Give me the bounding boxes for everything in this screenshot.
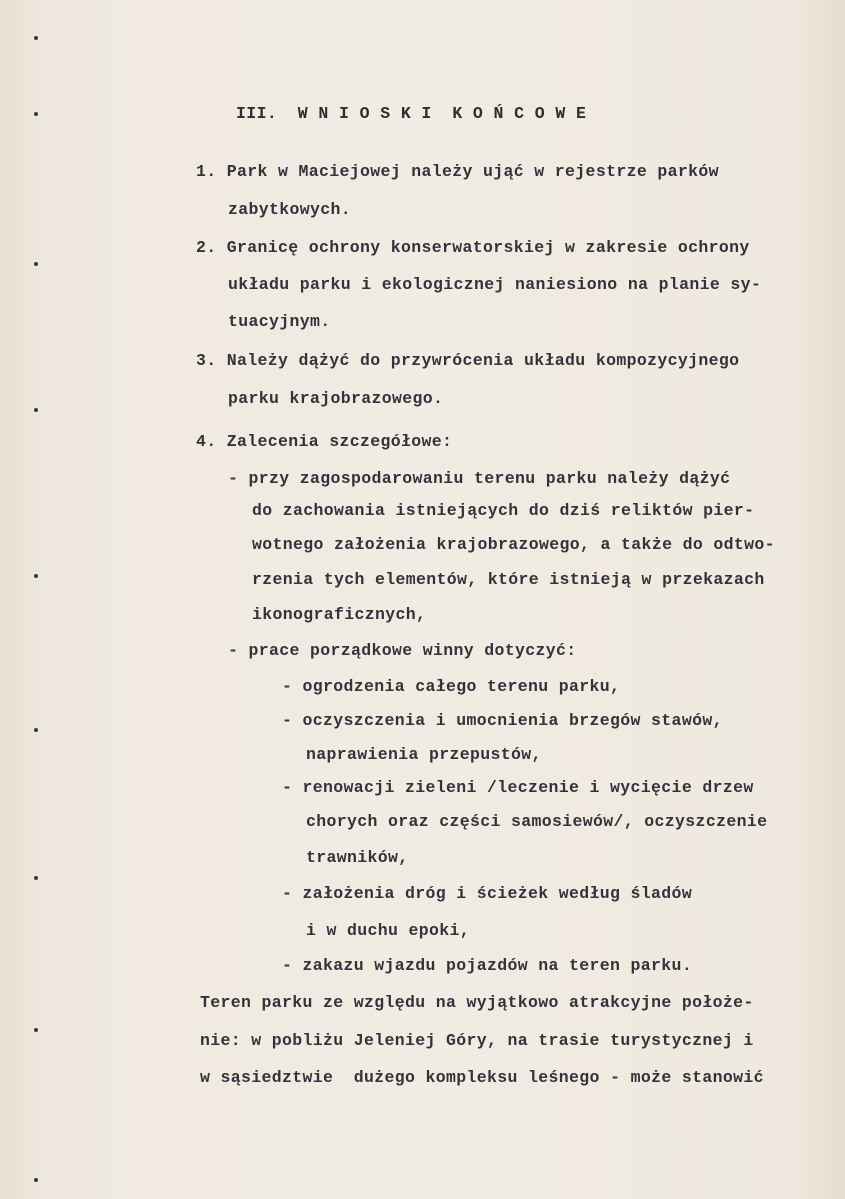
punch-hole — [34, 112, 38, 116]
bullet-line: - oczyszczenia i umocnienia brzegów stawów, — [282, 711, 723, 730]
text-line: Teren parku ze względu na wyjątkowo atrakcyjne położe- — [200, 993, 754, 1012]
punch-hole — [34, 36, 38, 40]
punch-hole — [34, 728, 38, 732]
text-line: 1. Park w Maciejowej należy ująć w rejestrze parków — [196, 162, 719, 181]
punch-hole — [34, 1178, 38, 1182]
text-line: 3. Należy dążyć do przywrócenia układu kompozycyjnego — [196, 351, 740, 370]
text-line: do zachowania istniejących do dziś reliktów pier- — [252, 501, 755, 520]
text-line: ikonograficznych, — [252, 605, 427, 624]
text-line: wotnego założenia krajobrazowego, a także do odtwo- — [252, 535, 775, 554]
text-line: tuacyjnym. — [228, 312, 331, 331]
bullet-line: - założenia dróg i ścieżek według śladów — [282, 884, 693, 903]
text-line: chorych oraz części samosiewów/, oczyszczenie — [306, 812, 768, 831]
punch-hole — [34, 262, 38, 266]
bullet-line: - ogrodzenia całego terenu parku, — [282, 677, 621, 696]
text-line: parku krajobrazowego. — [228, 389, 444, 408]
text-line: układu parku i ekologicznej naniesiono na planie sy- — [228, 275, 762, 294]
text-line: 2. Granicę ochrony konserwatorskiej w zakresie ochrony — [196, 238, 750, 257]
punch-hole — [34, 408, 38, 412]
bullet-line: - zakazu wjazdu pojazdów na teren parku. — [282, 956, 693, 975]
text-line: 4. Zalecenia szczegółowe: — [196, 432, 453, 451]
punch-hole — [34, 1028, 38, 1032]
text-line: nie: w pobliżu Jeleniej Góry, na trasie turystycznej i — [200, 1031, 754, 1050]
punch-hole — [34, 574, 38, 578]
text-line: i w duchu epoki, — [306, 921, 471, 940]
text-line: zabytkowych. — [228, 200, 352, 219]
bullet-line: - renowacji zieleni /leczenie i wycięcie drzew — [282, 778, 754, 797]
text-line: rzenia tych elementów, które istnieją w przekazach — [252, 570, 765, 589]
text-line: trawników, — [306, 848, 409, 867]
text-line: naprawienia przepustów, — [306, 745, 542, 764]
section-title: III. W N I O S K I K O Ń C O W E — [236, 104, 587, 123]
text-line: w sąsiedztwie dużego kompleksu leśnego - może stanowić — [200, 1068, 764, 1087]
bullet-line: - przy zagospodarowaniu terenu parku należy dążyć — [228, 469, 731, 488]
bullet-line: - prace porządkowe winny dotyczyć: — [228, 641, 577, 660]
punch-hole — [34, 876, 38, 880]
